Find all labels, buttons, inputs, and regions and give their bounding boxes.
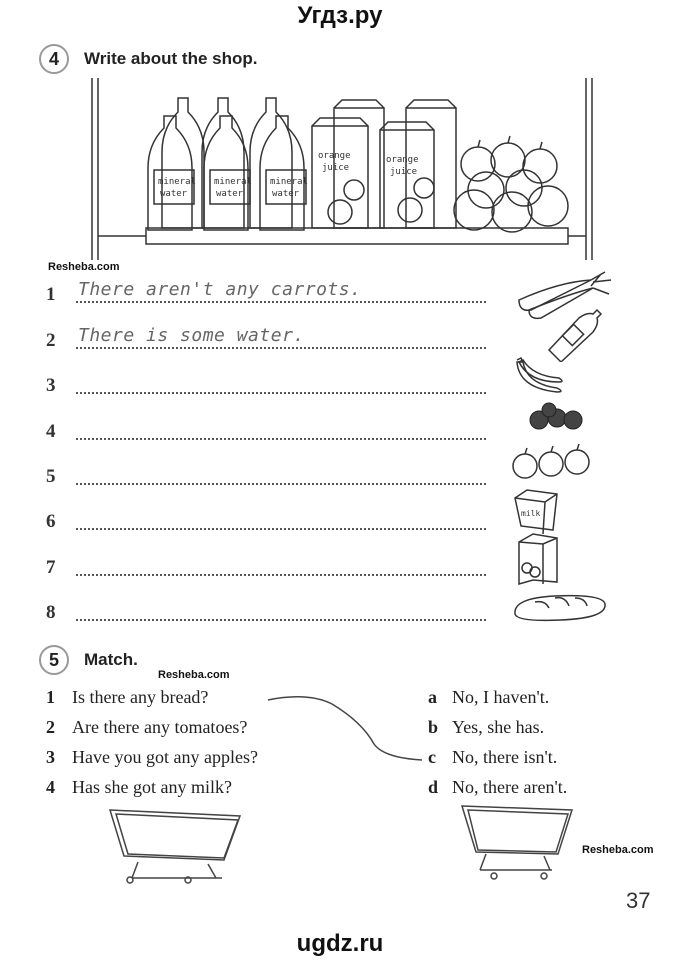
svg-text:water: water <box>272 189 300 199</box>
svg-text:mineral: mineral <box>158 177 196 187</box>
question-text: Are there any tomatoes? <box>72 717 248 737</box>
shopping-basket-icon <box>108 806 248 886</box>
line-number: 7 <box>46 557 56 578</box>
question-number: 1 <box>46 687 55 707</box>
svg-text:juice: juice <box>390 167 418 177</box>
svg-text:water: water <box>216 189 244 199</box>
question-text: Have you got any apples? <box>72 747 258 767</box>
answer-letter: c <box>428 747 436 767</box>
question-text: Has she got any milk? <box>72 777 232 797</box>
answer-letter: b <box>428 717 439 737</box>
watermark: Resheba.com <box>48 261 120 273</box>
shopping-basket-icon <box>460 804 580 884</box>
exercise-4-number: 4 <box>39 44 69 74</box>
page-number: 37 <box>626 888 651 913</box>
question-number: 2 <box>46 717 55 737</box>
line-number: 3 <box>46 375 56 396</box>
question-number: 4 <box>46 777 55 797</box>
svg-text:mineral: mineral <box>214 177 252 187</box>
line-number: 4 <box>46 421 56 442</box>
exercise-4-title: Write about the shop. <box>84 49 258 68</box>
exercise-5-number: 5 <box>39 645 69 675</box>
svg-text:juice: juice <box>322 163 350 173</box>
watermark: Resheba.com <box>158 669 230 681</box>
site-header-logo[interactable]: Угдз.ру <box>297 2 383 29</box>
svg-text:orange: orange <box>318 151 351 161</box>
watermark: Resheba.com <box>582 844 654 856</box>
line-number: 6 <box>46 511 56 532</box>
svg-text:orange: orange <box>386 155 419 165</box>
svg-text:mineral: mineral <box>270 177 308 187</box>
site-footer-logo[interactable]: ugdz.ru <box>296 930 384 957</box>
answer-letter: a <box>428 687 437 707</box>
line-number: 1 <box>46 284 56 305</box>
question-text: Is there any bread? <box>72 687 209 707</box>
svg-text:water: water <box>160 189 188 199</box>
question-number: 3 <box>46 747 55 767</box>
milk-carton-label: milk <box>521 509 541 518</box>
line-number: 2 <box>46 330 56 351</box>
line-number: 5 <box>46 466 56 487</box>
handwritten-answer: There aren't any carrots. <box>78 279 362 300</box>
answer-text: No, I haven't. <box>452 687 550 707</box>
answer-letter: d <box>428 777 439 797</box>
exercise-5-title: Match. <box>84 650 138 669</box>
handwritten-answer: There is some water. <box>78 325 305 346</box>
answer-text: No, there isn't. <box>452 747 558 767</box>
answer-text: No, there aren't. <box>452 777 568 797</box>
answer-text: Yes, she has. <box>452 717 545 737</box>
line-number: 8 <box>46 602 56 623</box>
